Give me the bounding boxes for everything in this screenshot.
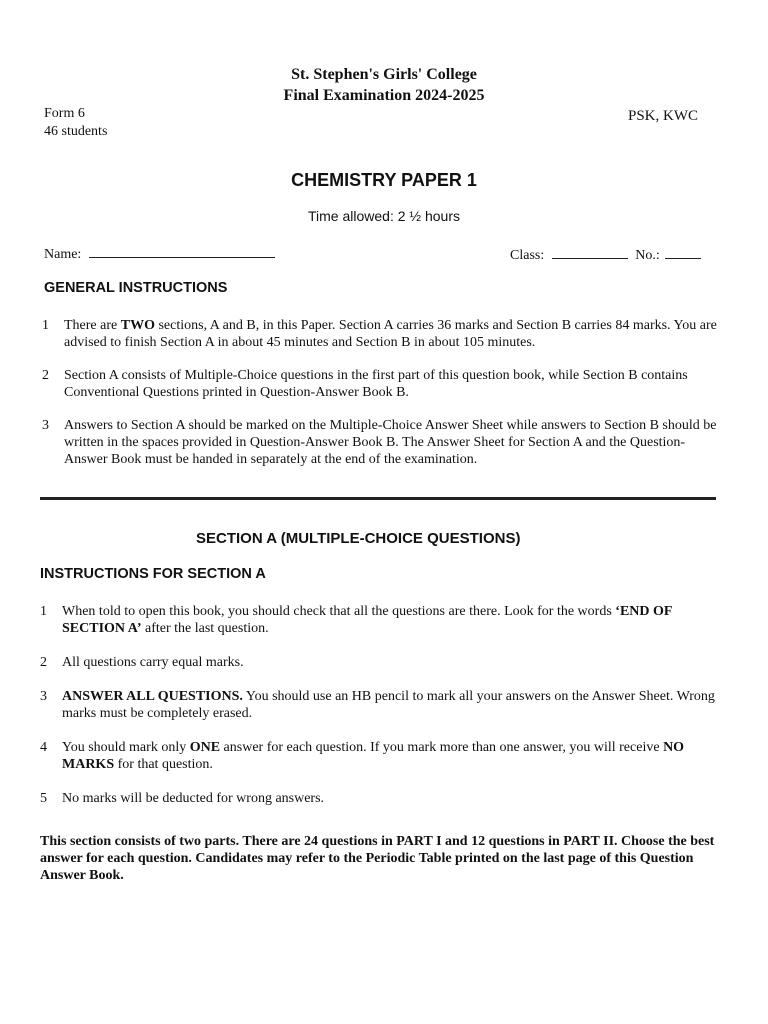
item-emphasis: NO MARKS bbox=[62, 740, 685, 772]
class-label: Class: bbox=[510, 248, 545, 263]
class-no-field[interactable] bbox=[510, 246, 701, 264]
item-text: All questions carry equal marks. bbox=[62, 655, 244, 670]
students-count: 46 students bbox=[44, 124, 108, 139]
school-name: St. Stephen's Girls' College bbox=[291, 66, 477, 83]
item-text: When told to open this book, you should check that all the questions are there. Look for the words bbox=[62, 604, 616, 619]
time-allowed: Time allowed: 2 ½ hours bbox=[308, 208, 460, 224]
general-instructions-title: GENERAL INSTRUCTIONS bbox=[44, 280, 228, 296]
list-item bbox=[40, 790, 724, 807]
item-text: There are bbox=[64, 318, 121, 333]
general-instructions-list bbox=[42, 317, 724, 484]
no-blank[interactable] bbox=[665, 246, 701, 259]
list-item bbox=[42, 417, 724, 468]
exam-title: Final Examination 2024-2025 bbox=[283, 87, 485, 104]
item-text: No marks will be deducted for wrong answers. bbox=[62, 791, 325, 806]
item-number: 1 bbox=[42, 318, 49, 333]
item-text: answer for each question. If you mark more than one answer, you will receive bbox=[220, 740, 664, 755]
markers-initials: PSK, KWC bbox=[628, 108, 699, 124]
item-number: 2 bbox=[42, 368, 49, 383]
item-text: Section A consists of Multiple-Choice questions in the first part of this question book, while Section B contains Conventional Questions printed in Question-Answer Book B. bbox=[64, 368, 688, 400]
list-item bbox=[42, 367, 724, 401]
item-text: after the last question. bbox=[141, 621, 269, 636]
item-number: 1 bbox=[40, 604, 47, 619]
list-item bbox=[40, 603, 724, 637]
item-text: sections, A and B, in this Paper. Section A carries 36 marks and Section B carries 84 marks. You are advised to finish Section A in about 45 minutes and Section B in about 105 minutes. bbox=[64, 318, 717, 350]
item-text: Answers to Section A should be marked on the Multiple-Choice Answer Sheet while answers to Section B should be written in the spaces provided in Question-Answer Book B. The Answer Sheet for Section A and the Question-Answer Book must be handed in separately at the end of the examination. bbox=[64, 418, 717, 467]
list-item bbox=[40, 688, 724, 722]
list-item bbox=[42, 317, 724, 351]
item-emphasis: ‘END OF SECTION A’ bbox=[62, 604, 672, 636]
item-emphasis: ANSWER ALL QUESTIONS. bbox=[62, 689, 243, 704]
form-label: Form 6 bbox=[44, 106, 85, 121]
item-number: 3 bbox=[42, 418, 49, 433]
item-number: 3 bbox=[40, 689, 47, 704]
section-a-instructions-title: INSTRUCTIONS FOR SECTION A bbox=[40, 566, 266, 582]
item-text: You should mark only bbox=[62, 740, 190, 755]
item-text: for that question. bbox=[114, 757, 213, 772]
section-a-instructions-list bbox=[40, 603, 724, 824]
class-blank[interactable] bbox=[552, 246, 628, 259]
section-a-title: SECTION A (MULTIPLE-CHOICE QUESTIONS) bbox=[196, 530, 521, 547]
item-number: 5 bbox=[40, 791, 47, 806]
item-number: 2 bbox=[40, 655, 47, 670]
list-item bbox=[40, 654, 724, 671]
name-blank[interactable] bbox=[89, 245, 275, 258]
section-divider bbox=[40, 497, 716, 500]
item-text: You should use an HB pencil to mark all your answers on the Answer Sheet. Wrong marks must be completely erased. bbox=[62, 689, 715, 721]
item-emphasis: TWO bbox=[120, 318, 155, 333]
name-field[interactable] bbox=[44, 245, 275, 263]
name-label: Name: bbox=[44, 247, 82, 262]
section-a-note: This section consists of two parts. There are 24 questions in PART I and 12 questions in PART II. Choose the best answer for each question. Candidates may refer to the Periodic Table printed on the last page of this Question Answer Book. bbox=[40, 834, 715, 883]
list-item bbox=[40, 739, 724, 773]
item-emphasis: ONE bbox=[189, 740, 221, 755]
paper-title: CHEMISTRY PAPER 1 bbox=[291, 170, 477, 190]
no-label: No.: bbox=[635, 248, 660, 263]
item-number: 4 bbox=[40, 740, 47, 755]
